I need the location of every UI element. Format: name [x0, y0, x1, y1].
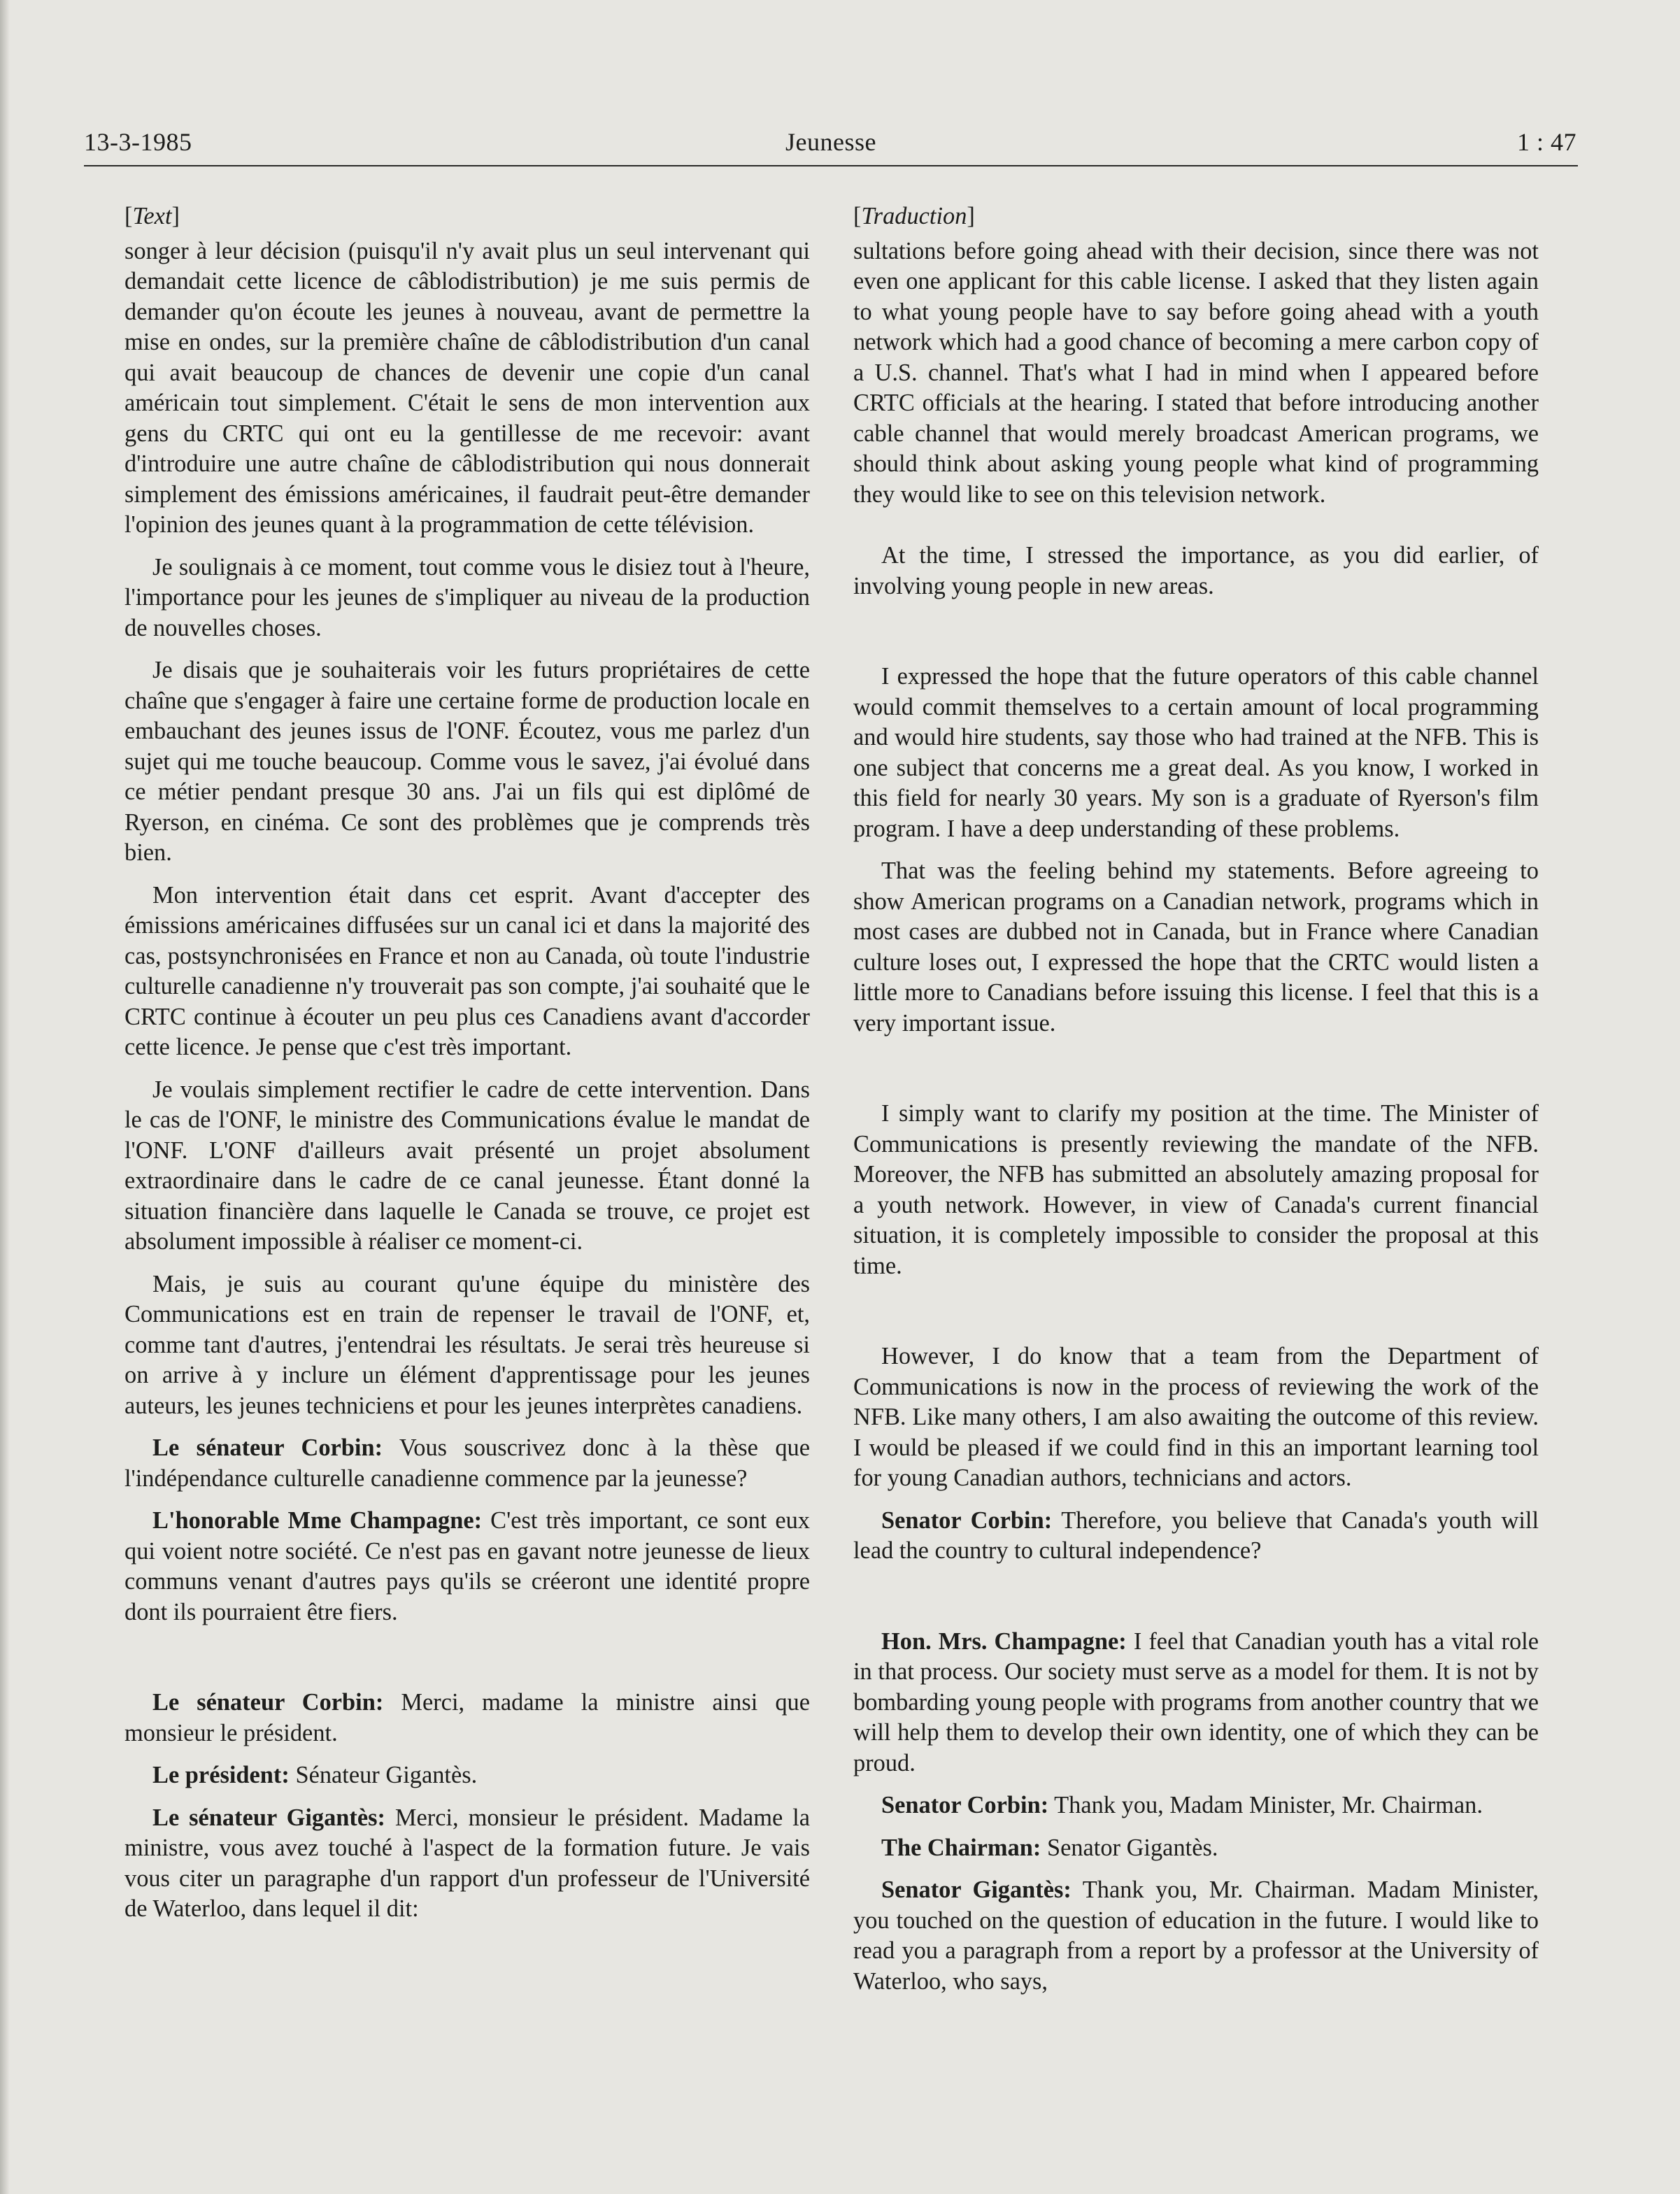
speaker-paragraph: [853, 1833, 1539, 1864]
speaker-paragraph: [124, 1506, 810, 1627]
speaker-name: Le sénateur Corbin:: [152, 1689, 384, 1716]
speech-text: Merci, madame la ministre ainsi que monsieur le président.: [124, 1689, 810, 1746]
speech-text: I feel that Canadian youth has a vital role in that process. Our society must serve as a model for them. It is not by bombarding young people with programs from another country that we will help them to develop their own identity, one of which they can be proud.: [853, 1627, 1539, 1776]
speaker-name: Hon. Mrs. Champagne:: [881, 1627, 1127, 1655]
speaker-name: The Chairman:: [881, 1834, 1041, 1861]
speaker-name: Senator Corbin:: [881, 1792, 1049, 1818]
paragraph: Je voulais simplement rectifier le cadre de cette intervention. Dans le cas de l'ONF, le ministre des Communications évalue le mandat de l'ONF. L'ONF d'ailleurs avait présenté un projet absolument extraordinaire dans le cadre de ce canal jeunesse. Étant donné la situation financière dans laquelle le Canada se trouve, ce projet est absolument impossible à réaliser ce moment-ci.: [124, 1076, 810, 1255]
paragraph: Mon intervention était dans cet esprit. Avant d'accepter des émissions américaines diffusées sur un canal ici et dans la majorité des cas, postsynchronisées en France et non au Canada, où toute l'industrie culturelle canadienne n'y trouverait pas son compte, j'ai souhaité que le CRTC continue à écouter un peu plus ces Canadiens avant d'accorder cette licence. Je pense que c'est très important.: [124, 881, 810, 1060]
paragraph: sultations before going ahead with their decision, since there was not even one applicant for this cable license. I asked that they listen again to what young people have to say before going ahead with a youth network which had a good chance of becoming a mere carbon copy of a U.S. channel. That's what I had in mind when I appeared before CRTC officials at the hearing. I stated that before introducing another cable channel that would merely broadcast American programs, we should think about asking young people what kind of programming they would like to see on this television network.: [853, 237, 1539, 508]
speaker-name: Le sénateur Corbin:: [152, 1434, 383, 1461]
speech-text: Thank you, Madam Minister, Mr. Chairman.: [1054, 1792, 1483, 1818]
speaker-paragraph: [124, 1760, 810, 1791]
speaker-paragraph: [124, 1688, 810, 1748]
speech-text: Thank you, Mr. Chairman. Madam Minister, you touched on the question of education in the future. I would like to read you a paragraph from a report by a professor at the University of Waterloo, who says,: [853, 1876, 1539, 1995]
speaker-name: Senator Gigantès:: [881, 1876, 1072, 1903]
paragraph: That was the feeling behind my statements. Before agreeing to show American programs on a Canadian network, programs which in most cases are dubbed not in Canada, but in France where Canadian culture loses out, I expressed the hope that the CRTC would listen a little more to Canadians before issuing this license. I feel that this is a very important issue.: [853, 857, 1539, 1037]
page-header: [84, 126, 1578, 166]
speech-text: Sénateur Gigantès.: [295, 1762, 478, 1788]
paragraph: At the time, I stressed the importance, as you did earlier, of involving young people in new areas.: [853, 542, 1539, 599]
speech-text: Therefore, you believe that Canada's youth will lead the country to cultural independence?: [853, 1506, 1539, 1564]
speech-text: Senator Gigantès.: [1046, 1834, 1218, 1861]
paragraph: songer à leur décision (puisqu'il n'y avait plus un seul intervenant qui demandait cette licence de câblodistribution) je me suis permis de demander qu'on écoute les jeunes à nouveau, avant de permettre la mise en ondes, sur la première chaîne de câblodistribution d'un canal qui avait beaucoup de chances de devenir une copie d'un canal américain tout simplement. C'était le sens de mon intervention aux gens du CRTC qui ont eu la gentillesse de me recevoir: avant d'introduire une autre chaîne de câblodistribution qui nous donnerait simplement des émissions américaines, il faudrait peut-être demander l'opinion des jeunes quant à la programmation de cette télévision.: [124, 237, 810, 538]
column-label: [Traduction]: [853, 203, 975, 229]
speaker-paragraph: [853, 1790, 1539, 1821]
column-label: [Text]: [124, 203, 180, 229]
speaker-paragraph: [853, 1627, 1539, 1779]
header-date: 13-3-1985: [84, 128, 192, 156]
speaker-paragraph: [124, 1433, 810, 1494]
speech-text: Merci, monsieur le président. Madame la ministre, vous avez touché à l'aspect de la formation future. Je vais vous citer un paragraphe d'un rapport d'un professeur de l'Université de Waterloo, dans lequel il dit:: [124, 1804, 810, 1922]
speaker-name: L'honorable Mme Champagne:: [152, 1507, 483, 1534]
speaker-paragraph: [124, 1803, 810, 1925]
speaker-name: Senator Corbin:: [881, 1506, 1053, 1534]
paragraph: Mais, je suis au courant qu'une équipe du ministère des Communications est en train de repenser le travail de l'ONF, et, comme tant d'autres, j'entendrai les résultats. Je serai très heureuse si on arrive à y inclure un élément d'apprentissage pour les jeunes auteurs, les jeunes techniciens et pour les jeunes interprètes canadiens.: [124, 1270, 810, 1419]
left-column: [124, 201, 810, 1925]
speech-text: Vous souscrivez donc à la thèse que l'indépendance culturelle canadienne commence par la jeunesse?: [124, 1434, 810, 1492]
speaker-paragraph: [853, 1875, 1539, 1997]
header-page-number: 1 : 47: [1516, 128, 1576, 156]
page-edge-shadow: [0, 0, 10, 2194]
paragraph: I expressed the hope that the future operators of this cable channel would commit themselves to a certain amount of local programming and would hire students, say those who had trained at the NFB. This is one subject that concerns me a great deal. As you know, I worked in this field for nearly 30 years. My son is a graduate of Ryerson's film program. I have a deep understanding of these problems.: [853, 663, 1539, 842]
speaker-name: Le sénateur Gigantès:: [152, 1804, 385, 1831]
speaker-paragraph: [853, 1506, 1539, 1567]
paragraph: However, I do know that a team from the Department of Communications is now in the process of reviewing the work of the NFB. Like many others, I am also awaiting the outcome of this review. I would be pleased if we could find in this an important learning tool for young Canadian authors, technicians and actors.: [853, 1343, 1539, 1491]
right-column: [853, 201, 1539, 1997]
paragraph: I simply want to clarify my position at the time. The Minister of Communications is presently reviewing the mandate of the NFB. Moreover, the NFB has submitted an absolutely amazing proposal for a youth network. However, in view of Canada's current financial situation, it is completely impossible to consider the proposal at this time.: [853, 1100, 1539, 1279]
speech-text: C'est très important, ce sont eux qui voient notre société. Ce n'est pas en gavant notre jeunesse de lieux communs venant d'autres pays qu'ils se créeront une identité propre dont ils pourraient être fiers.: [124, 1507, 810, 1625]
speaker-name: Le président:: [152, 1762, 290, 1788]
header-title: Jeunesse: [785, 128, 876, 156]
paragraph: Je disais que je souhaiterais voir les futurs propriétaires de cette chaîne que s'engager à faire une certaine forme de production locale en embauchant des jeunes issus de l'ONF. Écoutez, vous me parlez d'un sujet qui me touche beaucoup. Comme vous le savez, j'ai évolué dans ce métier pendant presque 30 ans. J'ai un fils qui est diplômé de Ryerson, en cinéma. Ce sont des problèmes que je comprends très bien.: [124, 657, 810, 866]
paragraph: Je soulignais à ce moment, tout comme vous le disiez tout à l'heure, l'importance pour les jeunes de s'impliquer au niveau de la production de nouvelles choses.: [124, 553, 810, 641]
